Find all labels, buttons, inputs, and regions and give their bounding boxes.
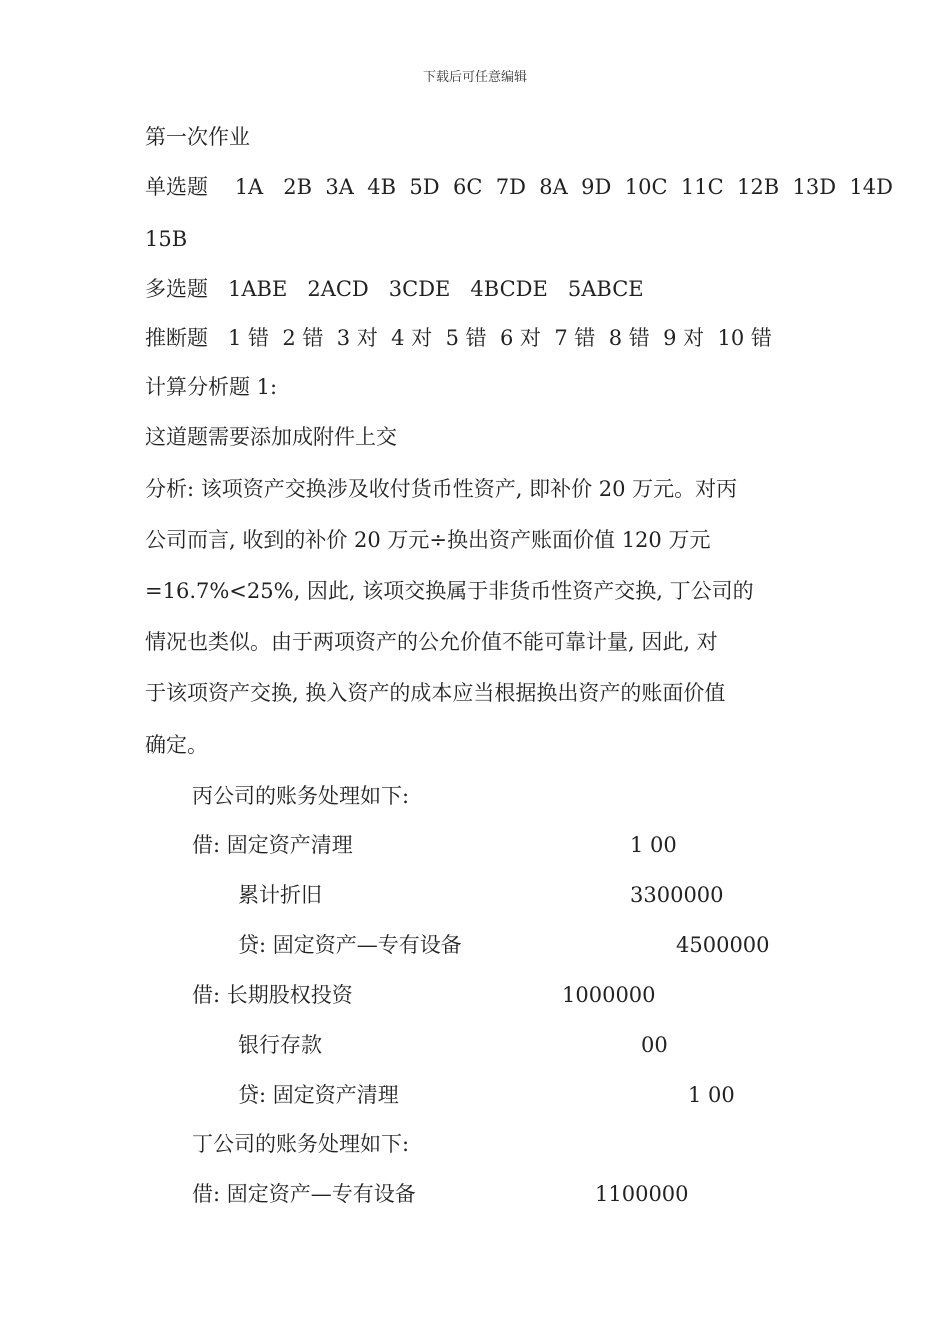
analysis-line: 确定。 (145, 733, 208, 757)
journal-amount: 00 (641, 1033, 668, 1057)
bing-heading: 丙公司的账务处理如下: (192, 784, 410, 808)
journal-account: 借: 长期股权投资 (192, 983, 353, 1007)
journal-account: 累计折旧 (238, 883, 322, 907)
single-choice-answers: 单选题 1A 2B 3A 4B 5D 6C 7D 8A 9D 10C 11C 12B 13D 14D (145, 175, 893, 199)
assignment-title: 第一次作业 (145, 125, 250, 149)
journal-account: 贷: 固定资产清理 (238, 1083, 399, 1107)
multi-choice-answers: 多选题 1ABE 2ACD 3CDE 4BCDE 5ABCE (145, 277, 644, 301)
journal-account: 借: 固定资产清理 (192, 833, 353, 857)
attachment-note: 这道题需要添加成附件上交 (145, 425, 397, 449)
judgment-answers: 推断题 1 错 2 错 3 对 4 对 5 错 6 对 7 错 8 错 9 对 10 错 (145, 326, 772, 350)
journal-amount: 1000000 (562, 983, 656, 1007)
analysis-line: 分析: 该项资产交换涉及收付货币性资产, 即补价 20 万元。对丙 (145, 477, 738, 501)
journal-amount: 4500000 (676, 933, 770, 957)
single-choice-answers-cont: 15B (145, 227, 188, 251)
ding-heading: 丁公司的账务处理如下: (192, 1132, 410, 1156)
analysis-line: 情况也类似。由于两项资产的公允价值不能可靠计量, 因此, 对 (145, 630, 718, 654)
journal-amount: 1 00 (688, 1083, 735, 1107)
journal-account: 借: 固定资产—专有设备 (192, 1182, 416, 1206)
calc-title: 计算分析题 1: (145, 375, 278, 399)
journal-account: 银行存款 (238, 1033, 322, 1057)
journal-amount: 1100000 (595, 1182, 689, 1206)
journal-amount: 3300000 (630, 883, 724, 907)
analysis-line: 于该项资产交换, 换入资产的成本应当根据换出资产的账面价值 (145, 681, 726, 705)
analysis-line: 公司而言, 收到的补价 20 万元÷换出资产账面价值 120 万元 (145, 528, 711, 552)
page-header: 下载后可任意编辑 (422, 70, 527, 85)
journal-account: 贷: 固定资产—专有设备 (238, 933, 462, 957)
analysis-line: =16.7%<25%, 因此, 该项交换属于非货币性资产交换, 丁公司的 (145, 579, 754, 603)
journal-amount: 1 00 (630, 833, 677, 857)
